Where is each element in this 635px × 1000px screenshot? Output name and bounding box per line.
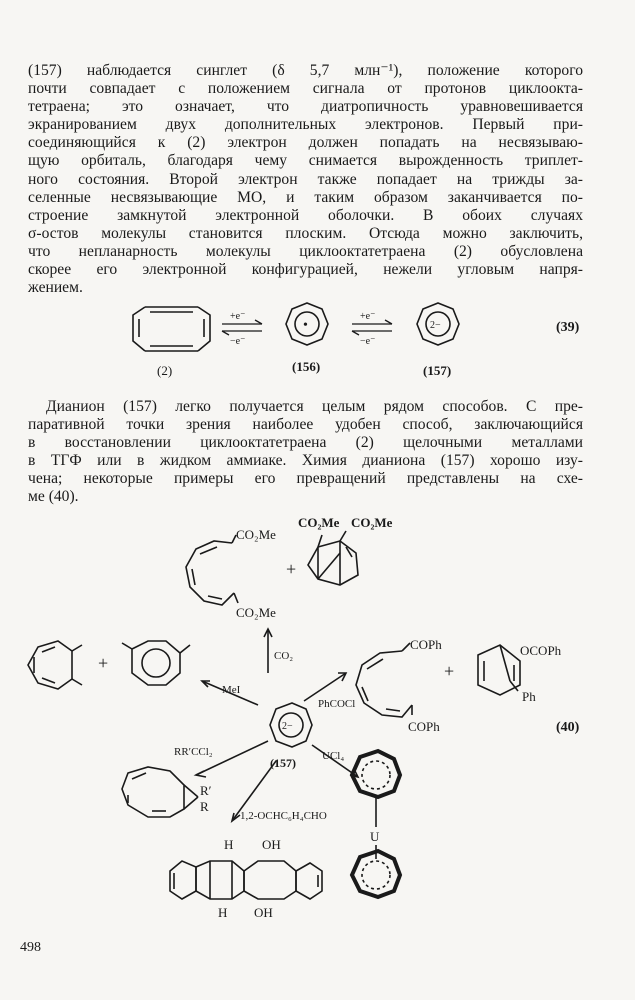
scheme-39 xyxy=(0,295,635,385)
text-line: Дианион (157) легко получается целым рядом способов. С пре- xyxy=(46,398,583,415)
reagent-phcocl: PhCOCl xyxy=(318,698,356,710)
radical-symbol: • xyxy=(303,318,308,333)
text-line: жением. xyxy=(28,279,83,297)
text-line: σ-остов молекулы становится плоским. Отсюда можно заключить, xyxy=(28,224,583,242)
text-line: ме (40). xyxy=(28,488,79,506)
label-co2me-top: CO₂Me xyxy=(236,527,276,542)
equilibrium-arrow-2 xyxy=(352,320,392,335)
text-line: ного состояния. Второй электрон также попадает на трижды за- xyxy=(28,170,583,188)
text-line: в восстановлении циклооктатетраена (2) щелочными металлами xyxy=(28,434,583,452)
label-oh-top: OH xyxy=(262,837,281,852)
text-line: что непланарность молекулы циклооктатетраена (2) обусловлена xyxy=(28,242,583,260)
text-line: строение замкнутой электронной оболочки. В обоих случаях xyxy=(28,206,583,224)
reagent-ucl4: UCl₄ xyxy=(322,750,345,762)
diester-product-structure xyxy=(186,535,238,605)
arrow-label-remove-electron: −e⁻ xyxy=(360,336,376,347)
dibenzoyl-product-structure xyxy=(356,643,412,717)
label-co2me-bicyclic-2: CO₂Me xyxy=(351,515,393,530)
cyclooctatetraene-structure xyxy=(133,307,210,351)
reagent-phthalaldehyde: 1,2-OCHC₆H₄CHO xyxy=(240,810,327,822)
label-plus-right: + xyxy=(444,661,455,681)
arrow-label-add-electron: +e⁻ xyxy=(360,311,376,322)
text-line: в ТГФ или в жидком аммиаке. Химия дианиона (157) хорошо изу- xyxy=(28,452,583,470)
diol-product-structure xyxy=(170,861,322,899)
central-label: (157) xyxy=(270,756,296,770)
arrow-label-add-electron: +e⁻ xyxy=(230,311,246,322)
dianion-charge: 2− xyxy=(430,320,441,331)
label-plus-left: + xyxy=(98,653,109,673)
bicyclic-ester-structure xyxy=(478,645,520,695)
text-line: тетраена; это означает, что диатропичность уравновешивается xyxy=(28,98,583,116)
label-uranium: U xyxy=(370,829,380,844)
bicyclic-diester-structure xyxy=(308,531,358,585)
label-oh-bottom: OH xyxy=(254,905,273,920)
equilibrium-arrow-1 xyxy=(222,320,262,335)
reagent-co2: CO₂ xyxy=(274,650,294,662)
label-r-prime: R′ xyxy=(200,783,212,798)
text-line: скорее его электронной конфигурацией, нежели угловым напря- xyxy=(28,261,583,279)
paragraph-2 xyxy=(28,398,583,507)
text-line: селенные несвязывающие МО, и таким образом заканчивается по- xyxy=(28,188,583,206)
label-co2me-bottom: CO₂Me xyxy=(236,605,276,620)
text-line: соединяющийся к (2) электрон должен попадать на несвязываю- xyxy=(28,134,583,152)
compound-label-2: (2) xyxy=(157,363,173,378)
label-h-bottom: H xyxy=(218,905,228,920)
text-line: паративной точки зрения наиболее удобен способ, заключающийся xyxy=(28,416,583,434)
text-line: щую орбиталь, благодаря чему снимается вырожденность триплет- xyxy=(28,152,583,170)
paragraph-1 xyxy=(28,62,583,297)
compound-label-157: (157) xyxy=(423,363,452,378)
label-r: R xyxy=(200,799,209,814)
label-ph: Ph xyxy=(522,689,536,704)
compound-label-156: (156) xyxy=(292,359,321,374)
reagent-rrccl2: RR′CCl₂ xyxy=(174,746,213,758)
scheme-number-40: (40) xyxy=(556,720,580,735)
text-line: (157) наблюдается синглет (δ 5,7 млн⁻¹), положение которого xyxy=(28,62,583,79)
text-line: чена; некоторые примеры его превращений представлены на схе- xyxy=(28,470,583,488)
dimethyl-cot-structure xyxy=(122,641,190,685)
uranocene-structure xyxy=(352,751,400,897)
scheme-number-39: (39) xyxy=(556,320,580,335)
label-coph-bottom: COPh xyxy=(408,719,440,734)
cyclopropane-product-structure xyxy=(122,767,198,817)
text-line: экранированием двух дополнительных электронов. Первый при- xyxy=(28,116,583,134)
label-ocoph: OCOPh xyxy=(520,643,562,658)
scheme-40 xyxy=(0,505,635,935)
central-charge: 2− xyxy=(282,721,293,732)
label-plus-top: + xyxy=(286,559,297,579)
label-co2me-bicyclic-1: CO₂Me xyxy=(298,515,340,530)
arrow-label-remove-electron: −e⁻ xyxy=(230,336,246,347)
label-h-top: H xyxy=(224,837,234,852)
label-coph-top: COPh xyxy=(410,637,442,652)
reagent-mei: MeI xyxy=(222,684,241,696)
dimethyl-bicyclic-structure xyxy=(28,641,82,689)
text-line: почти совпадает с положением сигнала от протонов циклоокта- xyxy=(28,80,583,98)
page-number: 498 xyxy=(20,940,41,955)
